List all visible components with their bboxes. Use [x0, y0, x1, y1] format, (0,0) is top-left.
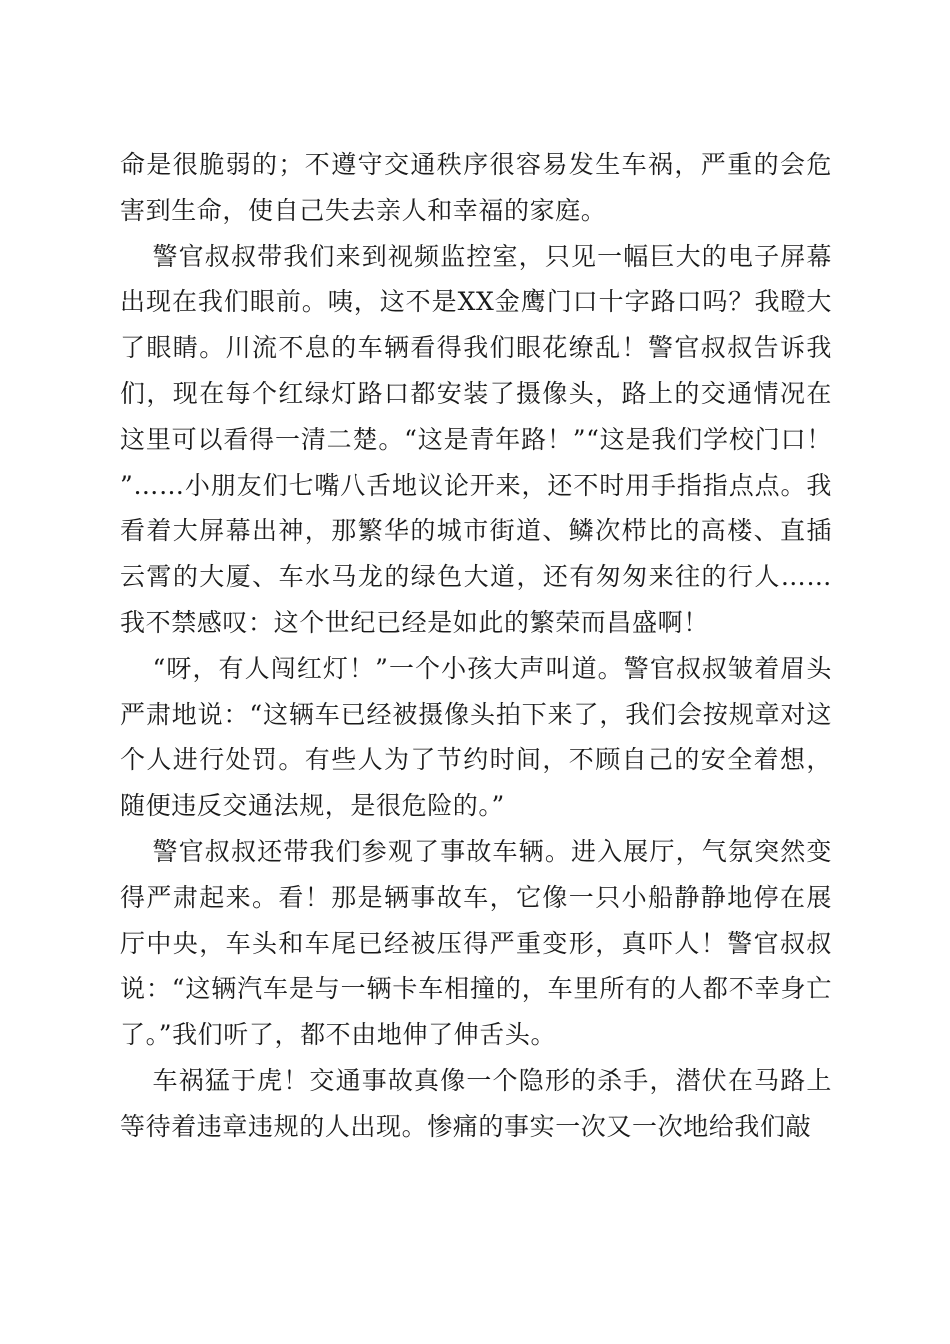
body-text [120, 142, 832, 1150]
paragraph-red-light: “呀，有人闯红灯！”一个小孩大声叫道。警官叔叔皱着眉头严肃地说：“这辆车已经被摄像头拍下来了，我们会按规章对这个人进行处罚。有些人为了节约时间，不顾自己的安全着想，随便违反交通法规，是很危险的。” [120, 653, 832, 821]
paragraph-monitor-room: 警官叔叔带我们来到视频监控室，只见一幅巨大的电子屏幕出现在我们眼前。咦，这不是XX金鹰门口十字路口吗？我瞪大了眼睛。川流不息的车辆看得我们眼花缭乱！警官叔叔告诉我们，现在每个红绿灯路口都安装了摄像头，路上的交通情况在这里可以看得一清二楚。“这是青年路！”“这是我们学校门口！”……小朋友们七嘴八舌地议论开来，还不时用手指指点点。我看着大屏幕出神，那繁华的城市街道、鳞次栉比的高楼、直插云霄的大厦、车水马龙的绿色大道，还有匆匆来往的行人……我不禁感叹：这个世纪已经是如此的繁荣而昌盛啊！ [120, 241, 832, 637]
paragraph-continuation: 命是很脆弱的；不遵守交通秩序很容易发生车祸，严重的会危害到生命，使自己失去亲人和幸福的家庭。 [120, 150, 832, 225]
paragraph-accident-vehicle: 警官叔叔还带我们参观了事故车辆。进入展厅，气氛突然变得严肃起来。看！那是辆事故车，它像一只小船静静地停在展厅中央，车头和车尾已经被压得严重变形，真吓人！警官叔叔说：“这辆汽车是与一辆卡车相撞的，车里所有的人都不幸身亡了。”我们听了，都不由地伸了伸舌头。 [120, 836, 832, 1050]
paragraph-conclusion: 车祸猛于虎！交通事故真像一个隐形的杀手，潜伏在马路上等待着违章违规的人出现。惨痛的事实一次又一次地给我们敲 [120, 1065, 832, 1141]
